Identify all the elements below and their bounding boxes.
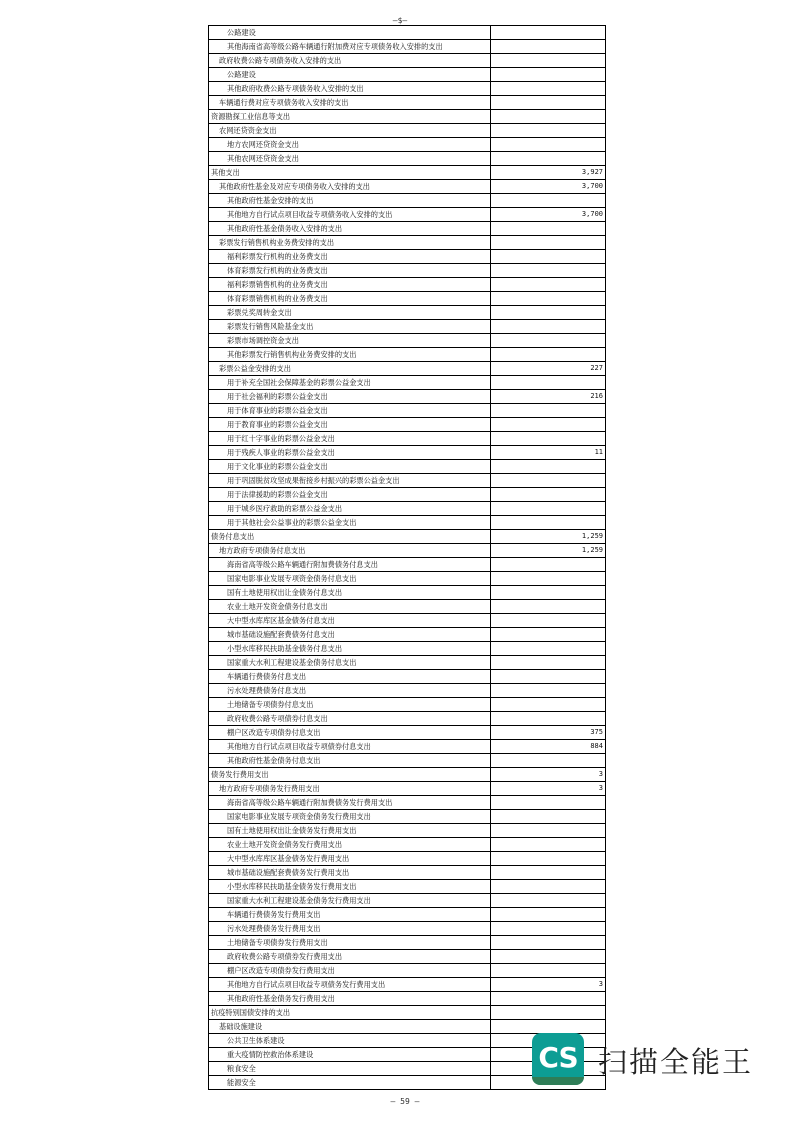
- row-amount: [491, 96, 606, 110]
- row-label: 彩票发行销售风险基金支出: [209, 320, 491, 334]
- row-amount: 227: [491, 362, 606, 376]
- table-row: [209, 796, 606, 810]
- row-label: 其他农网还贷资金支出: [209, 152, 491, 166]
- row-label: 土地储备专项债券发行费用支出: [209, 936, 491, 950]
- row-amount: 375: [491, 726, 606, 740]
- row-label: 公路建设: [209, 68, 491, 82]
- row-label: 其他地方自行试点项目收益专项债务收入安排的支出: [209, 208, 491, 222]
- row-label: 其他政府性基金及对应专项债务收入安排的支出: [209, 180, 491, 194]
- row-label: 大中型水库库区基金债务付息支出: [209, 614, 491, 628]
- table-row: [209, 670, 606, 684]
- table-row: [209, 306, 606, 320]
- row-amount: [491, 866, 606, 880]
- row-label: 用于社会福利的彩票公益金支出: [209, 390, 491, 404]
- table-row: [209, 222, 606, 236]
- table-row: [209, 390, 606, 404]
- row-label: 地方政府专项债务发行费用支出: [209, 782, 491, 796]
- row-amount: [491, 292, 606, 306]
- table-row: [209, 488, 606, 502]
- row-label: 彩票公益金安排的支出: [209, 362, 491, 376]
- page-number: — 59 —: [390, 1097, 420, 1106]
- row-label: 用于其他社会公益事业的彩票公益金支出: [209, 516, 491, 530]
- row-label: 体育彩票发行机构的业务费支出: [209, 264, 491, 278]
- table-row: [209, 586, 606, 600]
- row-amount: [491, 474, 606, 488]
- row-label: 污水处理费债务发行费用支出: [209, 922, 491, 936]
- row-label: 彩票兑奖周转金支出: [209, 306, 491, 320]
- table-row: [209, 236, 606, 250]
- table-row: [209, 138, 606, 152]
- table-row: [209, 194, 606, 208]
- table-row: [209, 936, 606, 950]
- row-amount: [491, 614, 606, 628]
- row-amount: [491, 754, 606, 768]
- row-amount: 3,700: [491, 208, 606, 222]
- row-label: 其他政府性基金安排的支出: [209, 194, 491, 208]
- row-amount: [491, 880, 606, 894]
- table-row: [209, 880, 606, 894]
- table-row: [209, 922, 606, 936]
- row-label: 能源安全: [209, 1076, 491, 1090]
- table-row: [209, 264, 606, 278]
- row-label: 福利彩票发行机构的业务费支出: [209, 250, 491, 264]
- row-label: 政府收费公路专项债券发行费用支出: [209, 950, 491, 964]
- row-amount: [491, 432, 606, 446]
- table-row: [209, 432, 606, 446]
- table-row: [209, 278, 606, 292]
- row-label: 公共卫生体系建设: [209, 1034, 491, 1048]
- row-amount: [491, 54, 606, 68]
- row-label: 农业土地开发资金债务发行费用支出: [209, 838, 491, 852]
- row-amount: 884: [491, 740, 606, 754]
- row-label: 用于教育事业的彩票公益金支出: [209, 418, 491, 432]
- row-label: 其他政府性基金债务发行费用支出: [209, 992, 491, 1006]
- row-amount: [491, 950, 606, 964]
- row-label: 国家电影事业发展专项资金债务发行费用支出: [209, 810, 491, 824]
- row-amount: [491, 698, 606, 712]
- table-row: [209, 642, 606, 656]
- row-label: 用于巩固脱贫攻坚成果衔接乡村振兴的彩票公益金支出: [209, 474, 491, 488]
- table-row: [209, 208, 606, 222]
- row-label: 车辆通行费对应专项债务收入安排的支出: [209, 96, 491, 110]
- table-row: [209, 712, 606, 726]
- row-amount: [491, 894, 606, 908]
- table-row: [209, 40, 606, 54]
- row-label: 国家重大水利工程建设基金债务发行费用支出: [209, 894, 491, 908]
- row-amount: [491, 838, 606, 852]
- table-row: [209, 474, 606, 488]
- row-amount: [491, 656, 606, 670]
- row-label: 棚户区改造专项债券发行费用支出: [209, 964, 491, 978]
- row-label: 其他彩票发行销售机构业务费安排的支出: [209, 348, 491, 362]
- row-label: 城市基础设施配套费债务发行费用支出: [209, 866, 491, 880]
- row-label: 车辆通行费债务发行费用支出: [209, 908, 491, 922]
- row-amount: 3: [491, 768, 606, 782]
- row-label: 小型水库移民扶助基金债务发行费用支出: [209, 880, 491, 894]
- row-label: 其他支出: [209, 166, 491, 180]
- row-amount: [491, 460, 606, 474]
- row-amount: [491, 1006, 606, 1020]
- table-row: [209, 180, 606, 194]
- row-amount: [491, 586, 606, 600]
- row-label: 国有土地使用权出让金债务付息支出: [209, 586, 491, 600]
- row-label: 地方农网还贷资金支出: [209, 138, 491, 152]
- table-row: [209, 866, 606, 880]
- row-label: 其他海南省高等级公路车辆通行附加费对应专项债务收入安排的支出: [209, 40, 491, 54]
- table-row: [209, 362, 606, 376]
- row-label: 其他地方自行试点项目收益专项债务发行费用支出: [209, 978, 491, 992]
- row-amount: [491, 68, 606, 82]
- table-row: [209, 782, 606, 796]
- table-row: [209, 96, 606, 110]
- table-row: [209, 460, 606, 474]
- row-amount: [491, 376, 606, 390]
- row-amount: [491, 684, 606, 698]
- table-row: [209, 908, 606, 922]
- table-row: [209, 894, 606, 908]
- table-row: [209, 26, 606, 40]
- table-body: [209, 26, 606, 1090]
- row-label: 粮食安全: [209, 1062, 491, 1076]
- table-row: [209, 530, 606, 544]
- row-label: 污水处理费债务付息支出: [209, 684, 491, 698]
- row-label: 其他地方自行试点项目收益专项债券付息支出: [209, 740, 491, 754]
- table-row: [209, 698, 606, 712]
- row-amount: 3,700: [491, 180, 606, 194]
- row-amount: [491, 418, 606, 432]
- row-amount: [491, 516, 606, 530]
- row-label: 资源勘探工业信息等支出: [209, 110, 491, 124]
- table-row: [209, 334, 606, 348]
- table-row: [209, 558, 606, 572]
- row-amount: [491, 278, 606, 292]
- row-label: 公路建设: [209, 26, 491, 40]
- row-label: 政府收费公路专项债务收入安排的支出: [209, 54, 491, 68]
- table-row: [209, 544, 606, 558]
- row-amount: 1,259: [491, 544, 606, 558]
- row-amount: [491, 404, 606, 418]
- row-label: 大中型水库库区基金债务发行费用支出: [209, 852, 491, 866]
- row-label: 小型水库移民扶助基金债务付息支出: [209, 642, 491, 656]
- row-label: 债务付息支出: [209, 530, 491, 544]
- table-row: [209, 768, 606, 782]
- table-row: [209, 572, 606, 586]
- row-label: 基础设施建设: [209, 1020, 491, 1034]
- row-amount: [491, 334, 606, 348]
- row-amount: [491, 82, 606, 96]
- row-amount: [491, 922, 606, 936]
- table-row: [209, 348, 606, 362]
- row-amount: 11: [491, 446, 606, 460]
- table-row: [209, 838, 606, 852]
- table-row: [209, 726, 606, 740]
- table-row: [209, 978, 606, 992]
- row-amount: [491, 138, 606, 152]
- row-label: 国有土地使用权出让金债务发行费用支出: [209, 824, 491, 838]
- row-amount: 1,259: [491, 530, 606, 544]
- row-label: 其他政府性基金债务付息支出: [209, 754, 491, 768]
- row-amount: [491, 992, 606, 1006]
- row-amount: 216: [491, 390, 606, 404]
- table-row: [209, 82, 606, 96]
- row-amount: [491, 936, 606, 950]
- row-label: 国家重大水利工程建设基金债务付息支出: [209, 656, 491, 670]
- row-label: 用于体育事业的彩票公益金支出: [209, 404, 491, 418]
- row-amount: [491, 558, 606, 572]
- row-amount: [491, 824, 606, 838]
- row-label: 福利彩票销售机构的业务费支出: [209, 278, 491, 292]
- table-row: [209, 1006, 606, 1020]
- table-row: [209, 502, 606, 516]
- row-label: 彩票市场调控资金支出: [209, 334, 491, 348]
- row-amount: [491, 600, 606, 614]
- row-amount: 3: [491, 978, 606, 992]
- table-row: [209, 68, 606, 82]
- row-amount: [491, 642, 606, 656]
- row-amount: [491, 152, 606, 166]
- row-label: 政府收费公路专项债券付息支出: [209, 712, 491, 726]
- table-row: [209, 250, 606, 264]
- row-amount: [491, 908, 606, 922]
- row-amount: [491, 670, 606, 684]
- table-row: [209, 124, 606, 138]
- table-row: [209, 950, 606, 964]
- expenditure-table: [208, 25, 606, 1090]
- row-label: 其他政府收费公路专项债务收入安排的支出: [209, 82, 491, 96]
- row-amount: 3,927: [491, 166, 606, 180]
- row-amount: [491, 348, 606, 362]
- row-label: 城市基础设施配套费债务付息支出: [209, 628, 491, 642]
- table-row: [209, 418, 606, 432]
- row-label: 彩票发行销售机构业务费安排的支出: [209, 236, 491, 250]
- row-label: 体育彩票销售机构的业务费支出: [209, 292, 491, 306]
- table-row: [209, 824, 606, 838]
- table-row: [209, 292, 606, 306]
- table-row: [209, 992, 606, 1006]
- table-row: [209, 54, 606, 68]
- row-amount: [491, 796, 606, 810]
- table-row: [209, 656, 606, 670]
- row-label: 国家电影事业发展专项资金债务付息支出: [209, 572, 491, 586]
- row-label: 海南省高等级公路车辆通行附加费债务付息支出: [209, 558, 491, 572]
- table-row: [209, 110, 606, 124]
- table-row: [209, 614, 606, 628]
- row-amount: [491, 306, 606, 320]
- row-label: 农网还贷资金支出: [209, 124, 491, 138]
- table-row: [209, 404, 606, 418]
- row-amount: [491, 194, 606, 208]
- table-row: [209, 1020, 606, 1034]
- table-row: [209, 754, 606, 768]
- row-amount: [491, 810, 606, 824]
- row-amount: [491, 502, 606, 516]
- table-row: [209, 166, 606, 180]
- row-label: 用于补充全国社会保障基金的彩票公益金支出: [209, 376, 491, 390]
- row-label: 农业土地开发资金债务付息支出: [209, 600, 491, 614]
- row-label: 重大疫情防控救治体系建设: [209, 1048, 491, 1062]
- row-amount: 3: [491, 782, 606, 796]
- row-label: 地方政府专项债务付息支出: [209, 544, 491, 558]
- table-row: [209, 320, 606, 334]
- table-row: [209, 810, 606, 824]
- row-amount: [491, 852, 606, 866]
- table-row: [209, 600, 606, 614]
- row-amount: [491, 964, 606, 978]
- row-amount: [491, 488, 606, 502]
- row-amount: [491, 572, 606, 586]
- row-label: 棚户区改造专项债券付息支出: [209, 726, 491, 740]
- row-label: 用于残疾人事业的彩票公益金支出: [209, 446, 491, 460]
- row-label: 其他政府性基金债务收入安排的支出: [209, 222, 491, 236]
- row-amount: [491, 712, 606, 726]
- page-header-mark: —$—: [392, 16, 408, 25]
- table-row: [209, 446, 606, 460]
- row-label: 用于文化事业的彩票公益金支出: [209, 460, 491, 474]
- row-label: 车辆通行费债务付息支出: [209, 670, 491, 684]
- scanner-watermark-text: 扫描全能王: [598, 1045, 754, 1079]
- row-label: 债务发行费用支出: [209, 768, 491, 782]
- table-row: [209, 628, 606, 642]
- table-row: [209, 376, 606, 390]
- row-amount: [491, 250, 606, 264]
- row-amount: [491, 1020, 606, 1034]
- row-amount: [491, 124, 606, 138]
- row-label: 用于法律援助的彩票公益金支出: [209, 488, 491, 502]
- row-amount: [491, 222, 606, 236]
- row-label: 土地储备专项债券付息支出: [209, 698, 491, 712]
- row-amount: [491, 628, 606, 642]
- row-label: 用于城乡医疗救助的彩票公益金支出: [209, 502, 491, 516]
- table-row: [209, 684, 606, 698]
- table-row: [209, 516, 606, 530]
- row-amount: [491, 320, 606, 334]
- table-row: [209, 740, 606, 754]
- table-row: [209, 852, 606, 866]
- row-amount: [491, 110, 606, 124]
- table-row: [209, 152, 606, 166]
- row-label: 抗疫特别国债安排的支出: [209, 1006, 491, 1020]
- row-label: 用于红十字事业的彩票公益金支出: [209, 432, 491, 446]
- row-label: 海南省高等级公路车辆通行附加费债务发行费用支出: [209, 796, 491, 810]
- camscanner-logo-icon: CS: [532, 1033, 584, 1085]
- row-amount: [491, 26, 606, 40]
- row-amount: [491, 264, 606, 278]
- row-amount: [491, 236, 606, 250]
- table-row: [209, 964, 606, 978]
- row-amount: [491, 40, 606, 54]
